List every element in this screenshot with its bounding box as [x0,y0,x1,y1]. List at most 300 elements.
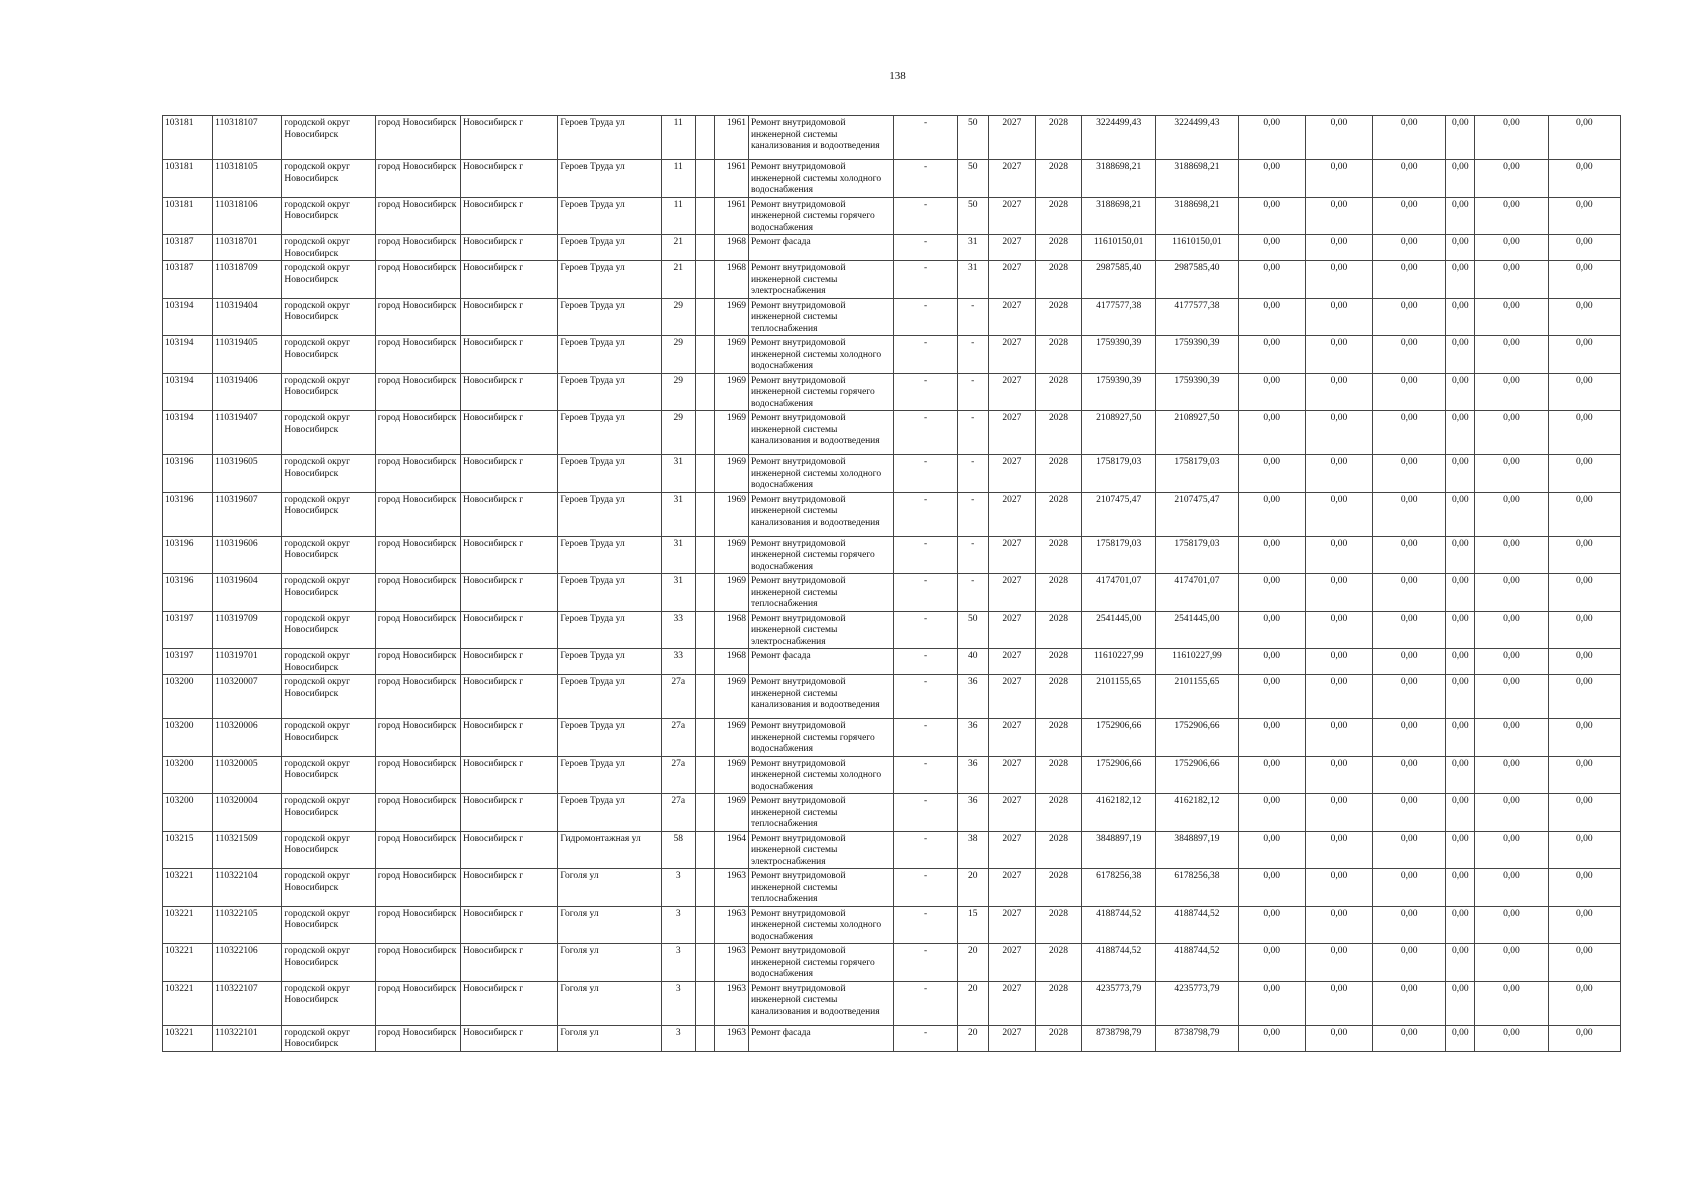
wear-cell: - [894,611,957,649]
item-code-cell: 110319604 [213,574,282,612]
percent-cell: 50 [957,116,988,160]
local-cell: 0,00 [1373,336,1446,374]
total-cost-cell: 11610150,01 [1082,235,1156,261]
build-year-cell: 1969 [714,574,748,612]
city-cell: Новосибирск г [461,719,558,757]
wear-cell: - [894,794,957,832]
district-cell: городской округ Новосибирск [282,116,375,160]
blank-cell [695,492,714,536]
table-row [163,411,1621,455]
wear-cell: - [894,261,957,299]
end-year-cell: 2028 [1035,719,1081,757]
work-type-cell: Ремонт внутридомовой инженерной системы канализования и водоотведения [748,981,893,1025]
reserve-cell: 0,00 [1548,197,1620,235]
house-number-cell: 31 [661,455,695,493]
blank-cell [695,455,714,493]
item-code-cell: 110319407 [213,411,282,455]
city-cell: Новосибирск г [461,536,558,574]
reserve-cell: 0,00 [1548,756,1620,794]
fund-cost-cell: 1752906,66 [1156,719,1238,757]
owners-cell: 0,00 [1446,719,1475,757]
reserve-cell: 0,00 [1548,455,1620,493]
settlement-cell: город Новосибирск [375,116,460,160]
federal-cell: 0,00 [1238,719,1305,757]
settlement-cell: город Новосибирск [375,536,460,574]
owners-cell: 0,00 [1446,574,1475,612]
city-cell: Новосибирск г [461,675,558,719]
local-cell: 0,00 [1373,675,1446,719]
total-cost-cell: 1759390,39 [1082,373,1156,411]
start-year-cell: 2027 [988,197,1035,235]
table-row [163,574,1621,612]
row-id-cell: 103194 [163,373,213,411]
settlement-cell: город Новосибирск [375,794,460,832]
fund-cost-cell: 1758179,03 [1156,455,1238,493]
total-cost-cell: 4235773,79 [1082,981,1156,1025]
owners-cell: 0,00 [1446,116,1475,160]
start-year-cell: 2027 [988,235,1035,261]
wear-cell: - [894,831,957,869]
federal-cell: 0,00 [1238,536,1305,574]
city-cell: Новосибирск г [461,574,558,612]
fund-cost-cell: 4235773,79 [1156,981,1238,1025]
total-cost-cell: 1758179,03 [1082,536,1156,574]
item-code-cell: 110319701 [213,649,282,675]
other-cell: 0,00 [1475,455,1548,493]
other-cell: 0,00 [1475,261,1548,299]
city-cell: Новосибирск г [461,981,558,1025]
end-year-cell: 2028 [1035,261,1081,299]
local-cell: 0,00 [1373,411,1446,455]
city-cell: Новосибирск г [461,336,558,374]
wear-cell: - [894,675,957,719]
house-number-cell: 31 [661,574,695,612]
district-cell: городской округ Новосибирск [282,197,375,235]
build-year-cell: 1963 [714,944,748,982]
fund-cost-cell: 2107475,47 [1156,492,1238,536]
end-year-cell: 2028 [1035,1025,1081,1051]
other-cell: 0,00 [1475,492,1548,536]
settlement-cell: город Новосибирск [375,906,460,944]
regional-cell: 0,00 [1305,373,1372,411]
item-code-cell: 110318105 [213,160,282,198]
percent-cell: 20 [957,869,988,907]
owners-cell: 0,00 [1446,906,1475,944]
work-type-cell: Ремонт внутридомовой инженерной системы теплоснабжения [748,574,893,612]
city-cell: Новосибирск г [461,944,558,982]
blank-cell [695,831,714,869]
table-row [163,536,1621,574]
total-cost-cell: 4177577,38 [1082,298,1156,336]
build-year-cell: 1961 [714,160,748,198]
table-row [163,1025,1621,1051]
federal-cell: 0,00 [1238,981,1305,1025]
total-cost-cell: 3848897,19 [1082,831,1156,869]
row-id-cell: 103181 [163,160,213,198]
total-cost-cell: 11610227,99 [1082,649,1156,675]
street-cell: Героев Труда ул [558,649,661,675]
reserve-cell: 0,00 [1548,492,1620,536]
start-year-cell: 2027 [988,1025,1035,1051]
row-id-cell: 103187 [163,235,213,261]
local-cell: 0,00 [1373,298,1446,336]
other-cell: 0,00 [1475,831,1548,869]
district-cell: городской округ Новосибирск [282,373,375,411]
owners-cell: 0,00 [1446,455,1475,493]
row-id-cell: 103197 [163,649,213,675]
street-cell: Героев Труда ул [558,675,661,719]
work-type-cell: Ремонт внутридомовой инженерной системы канализования и водоотведения [748,675,893,719]
settlement-cell: город Новосибирск [375,944,460,982]
total-cost-cell: 2541445,00 [1082,611,1156,649]
district-cell: городской округ Новосибирск [282,492,375,536]
item-code-cell: 110318106 [213,197,282,235]
start-year-cell: 2027 [988,336,1035,374]
federal-cell: 0,00 [1238,944,1305,982]
build-year-cell: 1961 [714,197,748,235]
federal-cell: 0,00 [1238,574,1305,612]
build-year-cell: 1968 [714,611,748,649]
blank-cell [695,298,714,336]
blank-cell [695,649,714,675]
house-number-cell: 21 [661,235,695,261]
other-cell: 0,00 [1475,981,1548,1025]
end-year-cell: 2028 [1035,611,1081,649]
item-code-cell: 110319709 [213,611,282,649]
city-cell: Новосибирск г [461,261,558,299]
table-row [163,756,1621,794]
build-year-cell: 1969 [714,794,748,832]
street-cell: Героев Труда ул [558,261,661,299]
percent-cell: - [957,536,988,574]
page-number: 138 [889,70,906,82]
district-cell: городской округ Новосибирск [282,298,375,336]
table-row [163,869,1621,907]
street-cell: Гоголя ул [558,1025,661,1051]
percent-cell: 20 [957,944,988,982]
item-code-cell: 110318107 [213,116,282,160]
work-type-cell: Ремонт внутридомовой инженерной системы канализования и водоотведения [748,116,893,160]
house-number-cell: 3 [661,1025,695,1051]
row-id-cell: 103200 [163,719,213,757]
row-id-cell: 103196 [163,536,213,574]
federal-cell: 0,00 [1238,831,1305,869]
percent-cell: 31 [957,235,988,261]
other-cell: 0,00 [1475,675,1548,719]
table-row [163,944,1621,982]
reserve-cell: 0,00 [1548,794,1620,832]
table-row [163,794,1621,832]
blank-cell [695,611,714,649]
regional-cell: 0,00 [1305,611,1372,649]
owners-cell: 0,00 [1446,261,1475,299]
reserve-cell: 0,00 [1548,719,1620,757]
regional-cell: 0,00 [1305,261,1372,299]
total-cost-cell: 8738798,79 [1082,1025,1156,1051]
build-year-cell: 1969 [714,492,748,536]
reserve-cell: 0,00 [1548,536,1620,574]
fund-cost-cell: 11610150,01 [1156,235,1238,261]
federal-cell: 0,00 [1238,116,1305,160]
total-cost-cell: 2107475,47 [1082,492,1156,536]
other-cell: 0,00 [1475,373,1548,411]
owners-cell: 0,00 [1446,675,1475,719]
start-year-cell: 2027 [988,981,1035,1025]
city-cell: Новосибирск г [461,794,558,832]
total-cost-cell: 2987585,40 [1082,261,1156,299]
blank-cell [695,336,714,374]
total-cost-cell: 4188744,52 [1082,906,1156,944]
row-id-cell: 103196 [163,455,213,493]
settlement-cell: город Новосибирск [375,719,460,757]
city-cell: Новосибирск г [461,116,558,160]
local-cell: 0,00 [1373,197,1446,235]
end-year-cell: 2028 [1035,235,1081,261]
street-cell: Героев Труда ул [558,197,661,235]
build-year-cell: 1963 [714,906,748,944]
row-id-cell: 103200 [163,794,213,832]
regional-cell: 0,00 [1305,336,1372,374]
local-cell: 0,00 [1373,536,1446,574]
reserve-cell: 0,00 [1548,831,1620,869]
end-year-cell: 2028 [1035,160,1081,198]
percent-cell: 36 [957,719,988,757]
wear-cell: - [894,116,957,160]
reserve-cell: 0,00 [1548,1025,1620,1051]
federal-cell: 0,00 [1238,298,1305,336]
blank-cell [695,675,714,719]
build-year-cell: 1964 [714,831,748,869]
total-cost-cell: 3188698,21 [1082,160,1156,198]
table-row [163,719,1621,757]
item-code-cell: 110320005 [213,756,282,794]
end-year-cell: 2028 [1035,869,1081,907]
table-row [163,649,1621,675]
wear-cell: - [894,574,957,612]
settlement-cell: город Новосибирск [375,756,460,794]
local-cell: 0,00 [1373,116,1446,160]
house-number-cell: 27а [661,675,695,719]
owners-cell: 0,00 [1446,649,1475,675]
owners-cell: 0,00 [1446,981,1475,1025]
settlement-cell: город Новосибирск [375,649,460,675]
house-number-cell: 29 [661,411,695,455]
federal-cell: 0,00 [1238,611,1305,649]
local-cell: 0,00 [1373,160,1446,198]
street-cell: Героев Труда ул [558,298,661,336]
reserve-cell: 0,00 [1548,649,1620,675]
item-code-cell: 110322101 [213,1025,282,1051]
district-cell: городской округ Новосибирск [282,536,375,574]
city-cell: Новосибирск г [461,756,558,794]
street-cell: Гоголя ул [558,906,661,944]
settlement-cell: город Новосибирск [375,298,460,336]
city-cell: Новосибирск г [461,649,558,675]
settlement-cell: город Новосибирск [375,981,460,1025]
federal-cell: 0,00 [1238,756,1305,794]
row-id-cell: 103221 [163,869,213,907]
wear-cell: - [894,235,957,261]
district-cell: городской округ Новосибирск [282,574,375,612]
regional-cell: 0,00 [1305,411,1372,455]
settlement-cell: город Новосибирск [375,411,460,455]
work-type-cell: Ремонт фасада [748,235,893,261]
item-code-cell: 110321509 [213,831,282,869]
total-cost-cell: 1759390,39 [1082,336,1156,374]
owners-cell: 0,00 [1446,197,1475,235]
other-cell: 0,00 [1475,197,1548,235]
other-cell: 0,00 [1475,536,1548,574]
federal-cell: 0,00 [1238,794,1305,832]
reserve-cell: 0,00 [1548,336,1620,374]
fund-cost-cell: 3188698,21 [1156,197,1238,235]
owners-cell: 0,00 [1446,336,1475,374]
end-year-cell: 2028 [1035,492,1081,536]
end-year-cell: 2028 [1035,574,1081,612]
city-cell: Новосибирск г [461,197,558,235]
wear-cell: - [894,160,957,198]
street-cell: Героев Труда ул [558,536,661,574]
table-row [163,336,1621,374]
work-type-cell: Ремонт внутридомовой инженерной системы электроснабжения [748,261,893,299]
fund-cost-cell: 1759390,39 [1156,336,1238,374]
work-type-cell: Ремонт внутридомовой инженерной системы теплоснабжения [748,298,893,336]
owners-cell: 0,00 [1446,411,1475,455]
repair-schedule-table [162,115,1621,1052]
wear-cell: - [894,197,957,235]
settlement-cell: город Новосибирск [375,492,460,536]
federal-cell: 0,00 [1238,675,1305,719]
regional-cell: 0,00 [1305,906,1372,944]
house-number-cell: 3 [661,906,695,944]
blank-cell [695,197,714,235]
percent-cell: 36 [957,675,988,719]
blank-cell [695,756,714,794]
build-year-cell: 1969 [714,373,748,411]
work-type-cell: Ремонт внутридомовой инженерной системы холодного водоснабжения [748,756,893,794]
percent-cell: - [957,336,988,374]
wear-cell: - [894,756,957,794]
total-cost-cell: 3188698,21 [1082,197,1156,235]
start-year-cell: 2027 [988,411,1035,455]
other-cell: 0,00 [1475,649,1548,675]
house-number-cell: 27а [661,756,695,794]
local-cell: 0,00 [1373,831,1446,869]
work-type-cell: Ремонт внутридомовой инженерной системы холодного водоснабжения [748,336,893,374]
row-id-cell: 103221 [163,906,213,944]
local-cell: 0,00 [1373,574,1446,612]
work-type-cell: Ремонт внутридомовой инженерной системы канализования и водоотведения [748,411,893,455]
start-year-cell: 2027 [988,719,1035,757]
start-year-cell: 2027 [988,649,1035,675]
district-cell: городской округ Новосибирск [282,831,375,869]
regional-cell: 0,00 [1305,536,1372,574]
wear-cell: - [894,649,957,675]
wear-cell: - [894,719,957,757]
owners-cell: 0,00 [1446,869,1475,907]
item-code-cell: 110322105 [213,906,282,944]
row-id-cell: 103221 [163,981,213,1025]
work-type-cell: Ремонт фасада [748,1025,893,1051]
end-year-cell: 2028 [1035,298,1081,336]
row-id-cell: 103181 [163,197,213,235]
start-year-cell: 2027 [988,611,1035,649]
district-cell: городской округ Новосибирск [282,1025,375,1051]
total-cost-cell: 1758179,03 [1082,455,1156,493]
federal-cell: 0,00 [1238,373,1305,411]
build-year-cell: 1969 [714,675,748,719]
fund-cost-cell: 11610227,99 [1156,649,1238,675]
regional-cell: 0,00 [1305,794,1372,832]
reserve-cell: 0,00 [1548,160,1620,198]
start-year-cell: 2027 [988,831,1035,869]
percent-cell: 20 [957,1025,988,1051]
other-cell: 0,00 [1475,235,1548,261]
district-cell: городской округ Новосибирск [282,869,375,907]
wear-cell: - [894,944,957,982]
work-type-cell: Ремонт внутридомовой инженерной системы горячего водоснабжения [748,373,893,411]
district-cell: городской округ Новосибирск [282,160,375,198]
federal-cell: 0,00 [1238,1025,1305,1051]
street-cell: Гоголя ул [558,944,661,982]
item-code-cell: 110322107 [213,981,282,1025]
table-row [163,160,1621,198]
regional-cell: 0,00 [1305,492,1372,536]
house-number-cell: 11 [661,160,695,198]
street-cell: Гоголя ул [558,981,661,1025]
build-year-cell: 1968 [714,649,748,675]
end-year-cell: 2028 [1035,116,1081,160]
blank-cell [695,116,714,160]
owners-cell: 0,00 [1446,1025,1475,1051]
city-cell: Новосибирск г [461,455,558,493]
percent-cell: - [957,455,988,493]
settlement-cell: город Новосибирск [375,831,460,869]
house-number-cell: 33 [661,611,695,649]
city-cell: Новосибирск г [461,298,558,336]
wear-cell: - [894,869,957,907]
street-cell: Героев Труда ул [558,116,661,160]
reserve-cell: 0,00 [1548,411,1620,455]
fund-cost-cell: 2108927,50 [1156,411,1238,455]
district-cell: городской округ Новосибирск [282,455,375,493]
row-id-cell: 103187 [163,261,213,299]
blank-cell [695,794,714,832]
end-year-cell: 2028 [1035,455,1081,493]
blank-cell [695,906,714,944]
start-year-cell: 2027 [988,492,1035,536]
blank-cell [695,869,714,907]
build-year-cell: 1969 [714,536,748,574]
end-year-cell: 2028 [1035,373,1081,411]
work-type-cell: Ремонт внутридомовой инженерной системы теплоснабжения [748,794,893,832]
end-year-cell: 2028 [1035,831,1081,869]
city-cell: Новосибирск г [461,373,558,411]
house-number-cell: 58 [661,831,695,869]
street-cell: Героев Труда ул [558,719,661,757]
reserve-cell: 0,00 [1548,981,1620,1025]
build-year-cell: 1969 [714,455,748,493]
district-cell: городской округ Новосибирск [282,944,375,982]
district-cell: городской округ Новосибирск [282,611,375,649]
row-id-cell: 103194 [163,336,213,374]
table-row [163,981,1621,1025]
end-year-cell: 2028 [1035,336,1081,374]
item-code-cell: 110319405 [213,336,282,374]
house-number-cell: 11 [661,116,695,160]
total-cost-cell: 3224499,43 [1082,116,1156,160]
percent-cell: - [957,492,988,536]
